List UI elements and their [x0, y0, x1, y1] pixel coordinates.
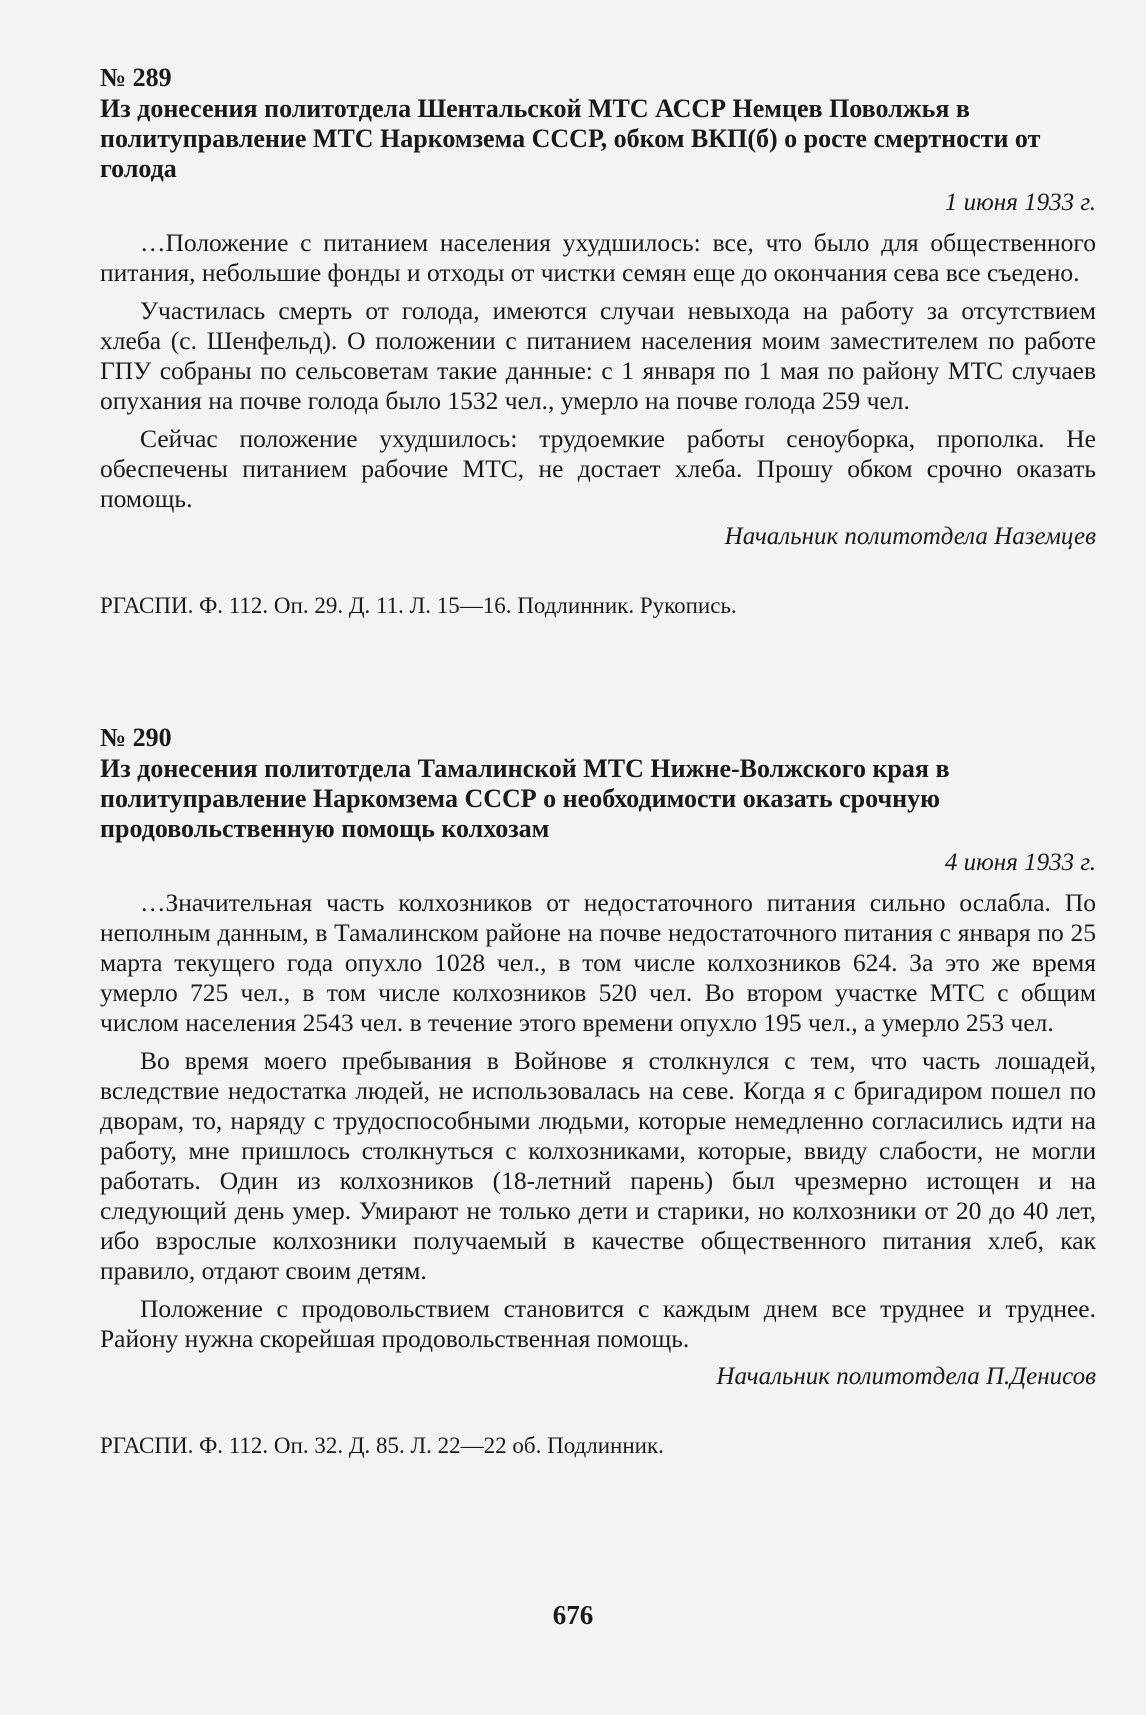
paragraph: Положение с продовольствием становится с каждым днем все труднее и труднее. Району нужна скорейшая продовольственная помощь.: [100, 1294, 1096, 1353]
paragraph: …Значительная часть колхозников от недостаточного питания сильно ослабла. По неполным данным, в Тамалинском районе на почве недостаточного питания с января по 25 марта текущего года опухло 1028 чел., в том числе колхозников 624. За это же время умерло 725 чел., в том числе колхозников 520 чел. Во втором участке МТС с общим числом населения 2543 чел. в течение этого времени опухло 195 чел., а умерло 253 чел.: [100, 888, 1096, 1037]
paragraph: …Положение с питанием населения ухудшилось: все, что было для общественного питания, небольшие фонды и отходы от чистки семян еще до окончания сева все съедено.: [100, 228, 1096, 287]
document-number: № 290: [100, 723, 172, 752]
document-289: [100, 62, 1096, 620]
document-body: [100, 228, 1096, 514]
document-signature: Начальник политотдела П.Денисов: [716, 1363, 1096, 1390]
paragraph: Сейчас положение ухудшилось: трудоемкие работы сеноуборка, прополка. Не обеспечены питанием рабочие МТС, не достает хлеба. Прошу обком срочно оказать помощь.: [100, 424, 1096, 513]
paragraph: Во время моего пребывания в Войнове я столкнулся с тем, что часть лошадей, вследствие недостатка людей, не использовалась на севе. Когда я с бригадиром пошел по дворам, то, наряду с трудоспособными людьми, которые немедленно согласились идти на работу, мне пришлось столкнуться с колхозниками, которые, ввиду слабости, не могли работать. Один из колхозников (18-летний парень) был чрезмерно истощен и на следующий день умер. Умирают не только дети и старики, но колхозники от 20 до 40 лет, ибо взрослые колхозники получаемый в качестве общественного питания хлеб, как правило, отдают своим детям.: [100, 1046, 1096, 1285]
document-signature: Начальник политотдела Наземцев: [724, 523, 1096, 550]
document-title: Из донесения политотдела Шентальской МТС АССР Немцев Поволжья в политуправление МТС Наркомзема СССР, обком ВКП(б) о росте смертности от голода: [100, 94, 1041, 183]
archive-source: РГАСПИ. Ф. 112. Оп. 29. Д. 11. Л. 15—16. Подлинник. Рукопись.: [100, 593, 737, 618]
document-date: 4 июня 1933 г.: [944, 849, 1096, 876]
document-number: № 289: [100, 63, 172, 92]
page-number: 676: [552, 1600, 594, 1630]
document-body: [100, 888, 1096, 1354]
document-title: Из донесения политотдела Тамалинской МТС Нижне-Волжского края в политуправление Наркомзема СССР о необходимости оказать срочную продовольственную помощь колхозам: [100, 754, 950, 843]
document-date: 1 июня 1933 г.: [944, 189, 1096, 216]
paragraph: Участилась смерть от голода, имеются случаи невыхода на работу за отсутствием хлеба (с. Шенфельд). О положении с питанием населения моим заместителем по работе ГПУ собраны по сельсоветам такие данные: с 1 января по 1 мая по району МТС случаев опухания на почве голода было 1532 чел., умерло на почве голода 259 чел.: [100, 296, 1096, 415]
document-290: [100, 722, 1096, 1460]
archive-source: РГАСПИ. Ф. 112. Оп. 32. Д. 85. Л. 22—22 об. Подлинник.: [100, 1433, 664, 1458]
